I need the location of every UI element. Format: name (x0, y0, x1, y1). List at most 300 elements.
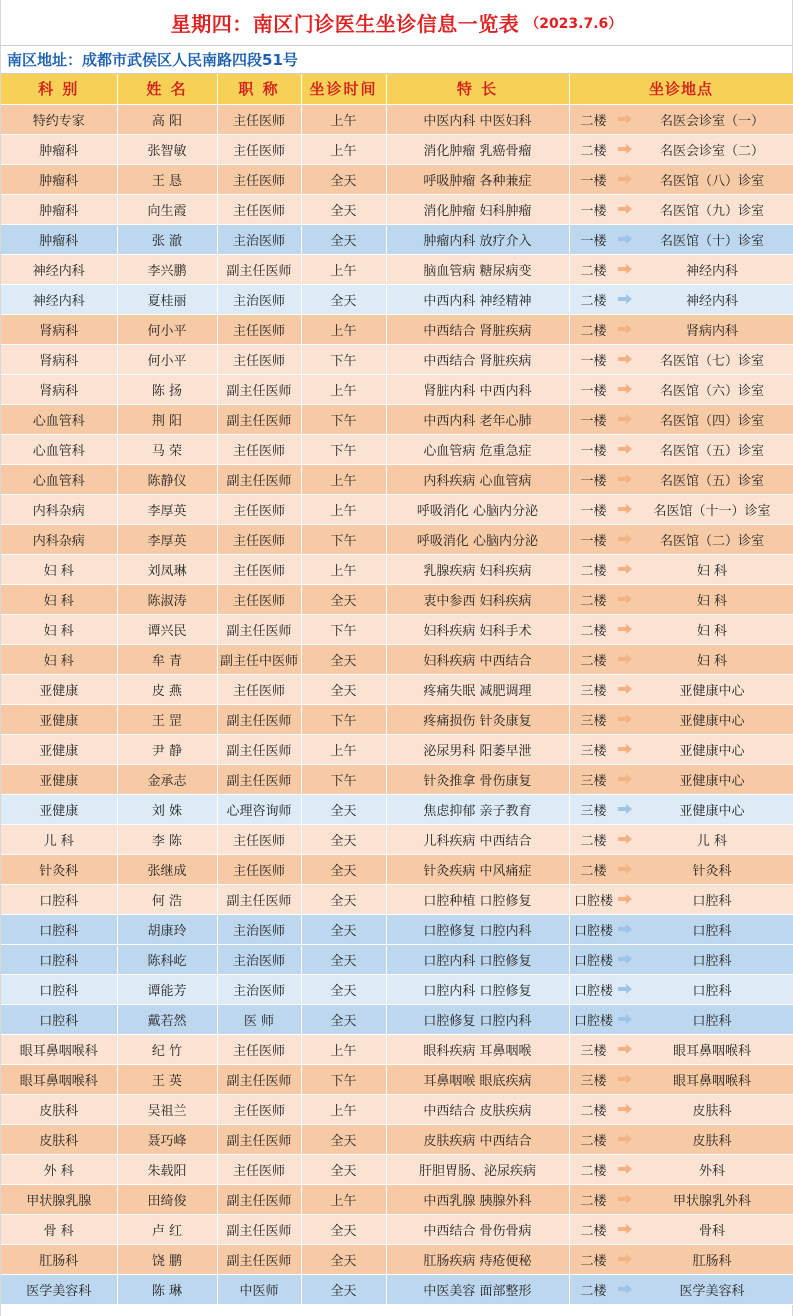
cell-doctor-name: 刘 姝 (117, 794, 217, 824)
location-floor: 口腔楼 (573, 953, 613, 969)
arrow-right-icon (618, 354, 632, 364)
cell-specialty: 中西结合 肾脏疾病 (386, 314, 569, 344)
table-row (1, 1034, 793, 1064)
cell-job-title: 主治医师 (217, 914, 301, 944)
cell-department: 肾病科 (1, 374, 117, 404)
table-row (1, 674, 793, 704)
location-floor: 二楼 (580, 863, 607, 879)
location-floor: 二楼 (580, 623, 607, 639)
arrow-right-icon (618, 684, 632, 694)
location-floor: 一楼 (580, 383, 607, 399)
table-row (1, 944, 793, 974)
cell-doctor-name: 张 澈 (117, 224, 217, 254)
location-room: 口腔科 (692, 953, 732, 969)
cell-specialty: 衷中参西 妇科疾病 (386, 584, 569, 614)
cell-doctor-name: 吴祖兰 (117, 1094, 217, 1124)
cell-location (569, 1244, 793, 1274)
arrow-right-icon (618, 294, 632, 304)
cell-location (569, 764, 793, 794)
cell-location (569, 134, 793, 164)
cell-specialty: 中西结合 肾脏疾病 (386, 344, 569, 374)
location-room: 皮肤科 (692, 1103, 732, 1119)
cell-location (569, 1004, 793, 1034)
cell-doctor-name: 卢 红 (117, 1214, 217, 1244)
arrow-right-icon (618, 1044, 632, 1054)
cell-location (569, 1214, 793, 1244)
location-floor: 三楼 (580, 713, 607, 729)
table-row (1, 1004, 793, 1034)
arrow-right-icon (618, 234, 632, 244)
cell-doctor-name: 夏桂丽 (117, 284, 217, 314)
cell-department: 亚健康 (1, 674, 117, 704)
cell-doctor-name: 向生霞 (117, 194, 217, 224)
cell-job-title: 副主任医师 (217, 614, 301, 644)
location-floor: 三楼 (580, 743, 607, 759)
cell-job-title: 主治医师 (217, 224, 301, 254)
cell-department: 妇 科 (1, 644, 117, 674)
arrow-right-icon (618, 474, 632, 484)
location-room: 名医馆（七）诊室 (659, 353, 764, 369)
cell-doctor-name: 戴若然 (117, 1004, 217, 1034)
cell-clinic-time: 下午 (301, 344, 386, 374)
cell-specialty: 肛肠疾病 痔疮便秘 (386, 1244, 569, 1274)
cell-doctor-name: 田绮俊 (117, 1184, 217, 1214)
cell-specialty: 泌尿男科 阳萎早泄 (386, 734, 569, 764)
cell-clinic-time: 上午 (301, 134, 386, 164)
table-row (1, 314, 793, 344)
cell-doctor-name: 陈 琳 (117, 1274, 217, 1304)
arrow-right-icon (618, 534, 632, 544)
cell-clinic-time: 全天 (301, 1244, 386, 1274)
location-room: 骨科 (698, 1223, 725, 1239)
cell-doctor-name: 王 英 (117, 1064, 217, 1094)
arrow-right-icon (618, 1254, 632, 1264)
cell-location (569, 584, 793, 614)
cell-clinic-time: 上午 (301, 104, 386, 134)
cell-clinic-time: 下午 (301, 1064, 386, 1094)
location-room: 神经内科 (685, 263, 738, 279)
table-row (1, 824, 793, 854)
location-floor: 三楼 (580, 683, 607, 699)
cell-location (569, 104, 793, 134)
table-row (1, 1274, 793, 1304)
table-row (1, 104, 793, 134)
cell-location (569, 974, 793, 1004)
table-row (1, 524, 793, 554)
cell-doctor-name: 刘凤琳 (117, 554, 217, 584)
cell-department: 心血管科 (1, 404, 117, 434)
cell-specialty: 肿瘤内科 放疗介入 (386, 224, 569, 254)
cell-department: 口腔科 (1, 1004, 117, 1034)
location-room: 医学美容科 (679, 1283, 745, 1299)
cell-department: 心血管科 (1, 464, 117, 494)
cell-doctor-name: 王 恳 (117, 164, 217, 194)
location-floor: 一楼 (580, 473, 607, 489)
table-header-row (1, 74, 793, 104)
cell-job-title: 主任医师 (217, 1094, 301, 1124)
cell-clinic-time: 下午 (301, 524, 386, 554)
cell-job-title: 副主任医师 (217, 464, 301, 494)
cell-doctor-name: 何小平 (117, 314, 217, 344)
cell-clinic-time: 全天 (301, 194, 386, 224)
location-room: 名医馆（八）诊室 (659, 173, 764, 189)
cell-clinic-time: 上午 (301, 734, 386, 764)
cell-clinic-time: 全天 (301, 284, 386, 314)
table-row (1, 794, 793, 824)
cell-job-title: 副主任医师 (217, 404, 301, 434)
cell-clinic-time: 下午 (301, 404, 386, 434)
cell-clinic-time: 上午 (301, 1094, 386, 1124)
cell-clinic-time: 下午 (301, 764, 386, 794)
cell-specialty: 肝胆胃肠、泌尿疾病 (386, 1154, 569, 1184)
location-room: 亚健康中心 (679, 683, 745, 699)
cell-clinic-time: 全天 (301, 674, 386, 704)
cell-job-title: 心理咨询师 (217, 794, 301, 824)
arrow-right-icon (618, 564, 632, 574)
location-room: 亚健康中心 (679, 743, 745, 759)
location-floor: 二楼 (580, 593, 607, 609)
cell-doctor-name: 胡康玲 (117, 914, 217, 944)
cell-clinic-time: 全天 (301, 884, 386, 914)
cell-location (569, 494, 793, 524)
arrow-right-icon (618, 204, 632, 214)
cell-doctor-name: 马 荣 (117, 434, 217, 464)
cell-doctor-name: 荆 阳 (117, 404, 217, 434)
cell-location (569, 224, 793, 254)
cell-department: 肾病科 (1, 344, 117, 374)
cell-doctor-name: 李厚英 (117, 524, 217, 554)
cell-specialty: 针灸推拿 骨伤康复 (386, 764, 569, 794)
cell-doctor-name: 谭能芳 (117, 974, 217, 1004)
cell-clinic-time: 全天 (301, 644, 386, 674)
cell-doctor-name: 陈淑涛 (117, 584, 217, 614)
arrow-right-icon (618, 504, 632, 514)
arrow-right-icon (618, 1074, 632, 1084)
location-room: 亚健康中心 (679, 803, 745, 819)
cell-job-title: 主任医师 (217, 194, 301, 224)
location-floor: 一楼 (580, 503, 607, 519)
location-floor: 二楼 (580, 1103, 607, 1119)
cell-doctor-name: 高 阳 (117, 104, 217, 134)
cell-location (569, 344, 793, 374)
cell-location (569, 944, 793, 974)
arrow-right-icon (618, 924, 632, 934)
location-room: 眼耳鼻咽喉科 (672, 1043, 751, 1059)
cell-location (569, 884, 793, 914)
location-room: 名医馆（二）诊室 (659, 533, 764, 549)
address-text: 南区地址：成都市武侯区人民南路四段51号 (7, 51, 298, 69)
cell-clinic-time: 全天 (301, 974, 386, 1004)
cell-clinic-time: 全天 (301, 854, 386, 884)
cell-doctor-name: 牟 青 (117, 644, 217, 674)
cell-job-title: 副主任医师 (217, 1244, 301, 1274)
location-floor: 二楼 (580, 1163, 607, 1179)
cell-department: 亚健康 (1, 794, 117, 824)
cell-job-title: 副主任中医师 (217, 644, 301, 674)
location-room: 甲状腺乳外科 (672, 1193, 751, 1209)
cell-specialty: 针灸疾病 中风痛症 (386, 854, 569, 884)
cell-department: 骨 科 (1, 1214, 117, 1244)
location-room: 口腔科 (692, 893, 732, 909)
location-floor: 二楼 (580, 1223, 607, 1239)
location-room: 儿 科 (696, 833, 728, 849)
cell-department: 肾病科 (1, 314, 117, 344)
location-room: 针灸科 (692, 863, 732, 879)
cell-doctor-name: 张继成 (117, 854, 217, 884)
location-floor: 三楼 (580, 773, 607, 789)
table-row (1, 134, 793, 164)
cell-department: 外 科 (1, 1154, 117, 1184)
cell-specialty: 呼吸消化 心脑内分泌 (386, 494, 569, 524)
arrow-right-icon (618, 1284, 632, 1294)
location-room: 名医馆（十一）诊室 (653, 503, 771, 519)
location-floor: 一楼 (580, 413, 607, 429)
location-floor: 三楼 (580, 1043, 607, 1059)
cell-location (569, 1154, 793, 1184)
location-floor: 口腔楼 (573, 1013, 613, 1029)
location-floor: 一楼 (580, 533, 607, 549)
cell-clinic-time: 上午 (301, 464, 386, 494)
table-row (1, 284, 793, 314)
cell-location (569, 794, 793, 824)
cell-clinic-time: 全天 (301, 1004, 386, 1034)
table-row (1, 374, 793, 404)
cell-department: 口腔科 (1, 914, 117, 944)
location-room: 名医馆（十）诊室 (659, 233, 764, 249)
cell-specialty: 妇科疾病 妇科手术 (386, 614, 569, 644)
cell-doctor-name: 皮 燕 (117, 674, 217, 704)
cell-department: 肿瘤科 (1, 134, 117, 164)
table-row (1, 554, 793, 584)
location-floor: 二楼 (580, 293, 607, 309)
cell-job-title: 主任医师 (217, 134, 301, 164)
arrow-right-icon (618, 444, 632, 454)
cell-specialty: 妇科疾病 中西结合 (386, 644, 569, 674)
cell-department: 肿瘤科 (1, 164, 117, 194)
cell-department: 亚健康 (1, 704, 117, 734)
arrow-right-icon (618, 1164, 632, 1174)
cell-clinic-time: 上午 (301, 1034, 386, 1064)
location-room: 眼耳鼻咽喉科 (672, 1073, 751, 1089)
cell-department: 内科杂病 (1, 524, 117, 554)
schedule-table (1, 74, 793, 1305)
cell-location (569, 704, 793, 734)
cell-location (569, 404, 793, 434)
arrow-right-icon (618, 744, 632, 754)
cell-specialty: 疼痛失眠 减肥调理 (386, 674, 569, 704)
cell-location (569, 1124, 793, 1154)
location-room: 名医会诊室（一） (659, 113, 764, 129)
cell-department: 特约专家 (1, 104, 117, 134)
page-date: （2023.7.6） (525, 15, 623, 32)
location-room: 妇 科 (696, 653, 728, 669)
cell-location (569, 914, 793, 944)
location-room: 妇 科 (696, 593, 728, 609)
arrow-right-icon (618, 384, 632, 394)
cell-specialty: 中西结合 皮肤疾病 (386, 1094, 569, 1124)
cell-clinic-time: 上午 (301, 254, 386, 284)
cell-specialty: 中医内科 中医妇科 (386, 104, 569, 134)
cell-specialty: 儿科疾病 中西结合 (386, 824, 569, 854)
table-row (1, 464, 793, 494)
location-floor: 一楼 (580, 443, 607, 459)
col-header-specialty: 特 长 (386, 74, 569, 104)
table-row (1, 584, 793, 614)
location-floor: 一楼 (580, 173, 607, 189)
cell-clinic-time: 上午 (301, 374, 386, 404)
location-floor: 口腔楼 (573, 893, 613, 909)
cell-job-title: 副主任医师 (217, 704, 301, 734)
location-floor: 一楼 (580, 353, 607, 369)
cell-doctor-name: 尹 静 (117, 734, 217, 764)
cell-location (569, 554, 793, 584)
cell-location (569, 434, 793, 464)
cell-clinic-time: 下午 (301, 614, 386, 644)
cell-department: 神经内科 (1, 284, 117, 314)
location-floor: 二楼 (580, 563, 607, 579)
location-floor: 一楼 (580, 233, 607, 249)
cell-department: 针灸科 (1, 854, 117, 884)
cell-doctor-name: 李厚英 (117, 494, 217, 524)
table-row (1, 254, 793, 284)
cell-location (569, 164, 793, 194)
cell-clinic-time: 下午 (301, 704, 386, 734)
location-room: 神经内科 (685, 293, 738, 309)
cell-job-title: 主任医师 (217, 1034, 301, 1064)
cell-clinic-time: 上午 (301, 1184, 386, 1214)
cell-department: 肿瘤科 (1, 194, 117, 224)
cell-department: 口腔科 (1, 884, 117, 914)
arrow-right-icon (618, 654, 632, 664)
cell-location (569, 674, 793, 704)
location-room: 名医馆（六）诊室 (659, 383, 764, 399)
col-header-location: 坐诊地点 (569, 74, 793, 104)
table-row (1, 974, 793, 1004)
cell-clinic-time: 全天 (301, 794, 386, 824)
cell-job-title: 主任医师 (217, 854, 301, 884)
arrow-right-icon (618, 804, 632, 814)
col-header-dept: 科 别 (1, 74, 117, 104)
location-room: 妇 科 (696, 623, 728, 639)
cell-department: 妇 科 (1, 584, 117, 614)
cell-job-title: 副主任医师 (217, 884, 301, 914)
table-row (1, 1214, 793, 1244)
cell-job-title: 主任医师 (217, 104, 301, 134)
location-room: 肾病内科 (685, 323, 738, 339)
table-row (1, 884, 793, 914)
cell-clinic-time: 全天 (301, 824, 386, 854)
cell-location (569, 1064, 793, 1094)
arrow-right-icon (618, 864, 632, 874)
cell-location (569, 314, 793, 344)
location-floor: 二楼 (580, 1253, 607, 1269)
cell-specialty: 中西内科 老年心肺 (386, 404, 569, 434)
location-floor: 二楼 (580, 1193, 607, 1209)
cell-job-title: 中医师 (217, 1274, 301, 1304)
cell-department: 甲状腺乳腺 (1, 1184, 117, 1214)
cell-doctor-name: 李兴鹏 (117, 254, 217, 284)
table-row (1, 854, 793, 884)
cell-department: 眼耳鼻咽喉科 (1, 1064, 117, 1094)
cell-doctor-name: 陈静仪 (117, 464, 217, 494)
table-row (1, 1244, 793, 1274)
cell-job-title: 主任医师 (217, 584, 301, 614)
cell-job-title: 副主任医师 (217, 1214, 301, 1244)
cell-specialty: 口腔内科 口腔修复 (386, 974, 569, 1004)
location-room: 亚健康中心 (679, 773, 745, 789)
cell-department: 肛肠科 (1, 1244, 117, 1274)
cell-location (569, 464, 793, 494)
location-floor: 三楼 (580, 1073, 607, 1089)
cell-clinic-time: 全天 (301, 1274, 386, 1304)
cell-doctor-name: 谭兴民 (117, 614, 217, 644)
table-row (1, 194, 793, 224)
table-row (1, 1184, 793, 1214)
location-room: 名医会诊室（二） (659, 143, 764, 159)
cell-department: 儿 科 (1, 824, 117, 854)
cell-clinic-time: 全天 (301, 1154, 386, 1184)
location-floor: 二楼 (580, 653, 607, 669)
location-room: 名医馆（四）诊室 (659, 413, 764, 429)
cell-department: 肿瘤科 (1, 224, 117, 254)
table-row (1, 1094, 793, 1124)
cell-department: 妇 科 (1, 614, 117, 644)
arrow-right-icon (618, 1224, 632, 1234)
arrow-right-icon (618, 264, 632, 274)
arrow-right-icon (618, 894, 632, 904)
cell-job-title: 主任医师 (217, 1154, 301, 1184)
cell-department: 心血管科 (1, 434, 117, 464)
location-floor: 二楼 (580, 833, 607, 849)
col-header-time: 坐诊时间 (301, 74, 386, 104)
cell-location (569, 1184, 793, 1214)
cell-clinic-time: 上午 (301, 494, 386, 524)
cell-job-title: 主任医师 (217, 824, 301, 854)
cell-specialty: 内科疾病 心血管病 (386, 464, 569, 494)
cell-specialty: 脑血管病 糖尿病变 (386, 254, 569, 284)
cell-department: 皮肤科 (1, 1124, 117, 1154)
table-row (1, 164, 793, 194)
location-floor: 二楼 (580, 323, 607, 339)
arrow-right-icon (618, 774, 632, 784)
table-body (1, 104, 793, 1304)
cell-department: 神经内科 (1, 254, 117, 284)
cell-department: 眼耳鼻咽喉科 (1, 1034, 117, 1064)
cell-job-title: 主任医师 (217, 434, 301, 464)
cell-specialty: 中西乳腺 胰腺外科 (386, 1184, 569, 1214)
cell-location (569, 284, 793, 314)
cell-job-title: 主任医师 (217, 344, 301, 374)
cell-specialty: 皮肤疾病 中西结合 (386, 1124, 569, 1154)
cell-job-title: 主任医师 (217, 164, 301, 194)
cell-job-title: 副主任医师 (217, 374, 301, 404)
cell-location (569, 1274, 793, 1304)
table-row (1, 1124, 793, 1154)
cell-specialty: 口腔修复 口腔内科 (386, 1004, 569, 1034)
cell-clinic-time: 全天 (301, 224, 386, 254)
cell-job-title: 副主任医师 (217, 1184, 301, 1214)
table-row (1, 704, 793, 734)
cell-doctor-name: 张智敏 (117, 134, 217, 164)
cell-specialty: 口腔内科 口腔修复 (386, 944, 569, 974)
location-room: 口腔科 (692, 923, 732, 939)
arrow-right-icon (618, 1014, 632, 1024)
cell-location (569, 194, 793, 224)
cell-job-title: 医 师 (217, 1004, 301, 1034)
cell-department: 口腔科 (1, 974, 117, 1004)
cell-clinic-time: 上午 (301, 554, 386, 584)
arrow-right-icon (618, 1134, 632, 1144)
